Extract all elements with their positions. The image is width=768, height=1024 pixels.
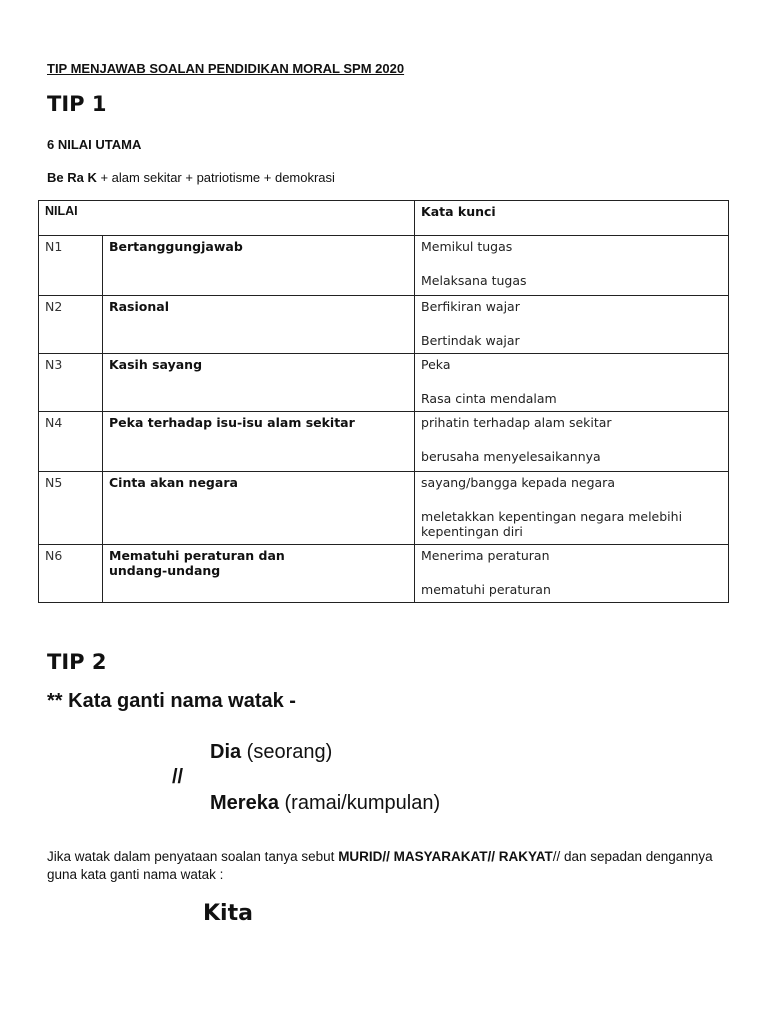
row-code: N6	[39, 545, 103, 603]
row-keywords	[415, 472, 729, 545]
keyword: Rasa cinta mendalam	[421, 391, 557, 406]
header-kata-kunci: Kata kunci	[415, 201, 729, 236]
paragraph-start: Jika watak dalam penyataan soalan tanya sebut	[47, 849, 339, 864]
table-row	[39, 296, 729, 354]
paragraph-end: // dan sepadan dengannya guna kata ganti nama watak :	[47, 849, 713, 882]
keyword: Menerima peraturan	[421, 548, 550, 563]
keyword: Peka	[421, 357, 451, 372]
row-code: N4	[39, 412, 103, 472]
header-nilai: NILAI	[39, 201, 415, 236]
row-keywords	[415, 236, 729, 296]
table-row	[39, 412, 729, 472]
row-nilai: Rasional	[103, 296, 415, 354]
keyword: Berfikiran wajar	[421, 299, 520, 314]
document-title: TIP MENJAWAB SOALAN PENDIDIKAN MORAL SPM 2020	[47, 61, 405, 76]
keyword: Memikul tugas	[421, 239, 513, 254]
kata-ganti-heading: ** Kata ganti nama watak -	[47, 690, 296, 712]
nilai-table	[38, 200, 729, 603]
keyword: meletakkan kepentingan negara melebihi kepentingan diri	[421, 509, 683, 539]
tip2-heading: TIP 2	[47, 650, 107, 674]
row-nilai: Peka terhadap isu-isu alam sekitar	[103, 412, 415, 472]
row-nilai: Cinta akan negara	[103, 472, 415, 545]
keyword: sayang/bangga kepada negara	[421, 475, 615, 490]
row-keywords	[415, 412, 729, 472]
instruction-paragraph	[47, 848, 727, 884]
row-keywords	[415, 296, 729, 354]
keyword: prihatin terhadap alam sekitar	[421, 415, 612, 430]
pronoun-plural-note: (ramai/kumpulan)	[278, 792, 441, 814]
formula-rest: + alam sekitar + patriotisme + demokrasi	[96, 170, 335, 185]
pronoun-plural	[210, 792, 440, 815]
formula-acronym: Be Ra K	[47, 170, 97, 185]
table-row	[39, 472, 729, 545]
pronoun-singular	[210, 741, 332, 764]
row-keywords	[415, 545, 729, 603]
row-code: N3	[39, 354, 103, 412]
nilai-formula	[47, 170, 335, 185]
table-row	[39, 236, 729, 296]
keyword: Bertindak wajar	[421, 333, 520, 348]
keyword: Melaksana tugas	[421, 273, 527, 288]
table-row	[39, 545, 729, 603]
keyword: mematuhi peraturan	[421, 582, 551, 597]
table-row	[39, 354, 729, 412]
nilai-utama-subheading: 6 NILAI UTAMA	[47, 137, 142, 152]
pronoun-kita: Kita	[203, 901, 253, 926]
row-nilai: Mematuhi peraturan dan undang-undang	[103, 545, 415, 603]
keyword: berusaha menyelesaikannya	[421, 449, 601, 464]
row-code: N5	[39, 472, 103, 545]
row-code: N2	[39, 296, 103, 354]
pronoun-singular-note: (seorang)	[241, 741, 333, 763]
pronoun-plural-word: Mereka	[210, 792, 279, 814]
row-code: N1	[39, 236, 103, 296]
row-nilai: Bertanggungjawab	[103, 236, 415, 296]
row-nilai: Kasih sayang	[103, 354, 415, 412]
tip1-heading: TIP 1	[47, 92, 107, 116]
row-keywords	[415, 354, 729, 412]
pronoun-separator: //	[172, 766, 184, 788]
paragraph-keywords: MURID// MASYARAKAT// RAKYAT	[338, 849, 553, 864]
table-header-row	[39, 201, 729, 236]
pronoun-singular-word: Dia	[210, 741, 242, 763]
